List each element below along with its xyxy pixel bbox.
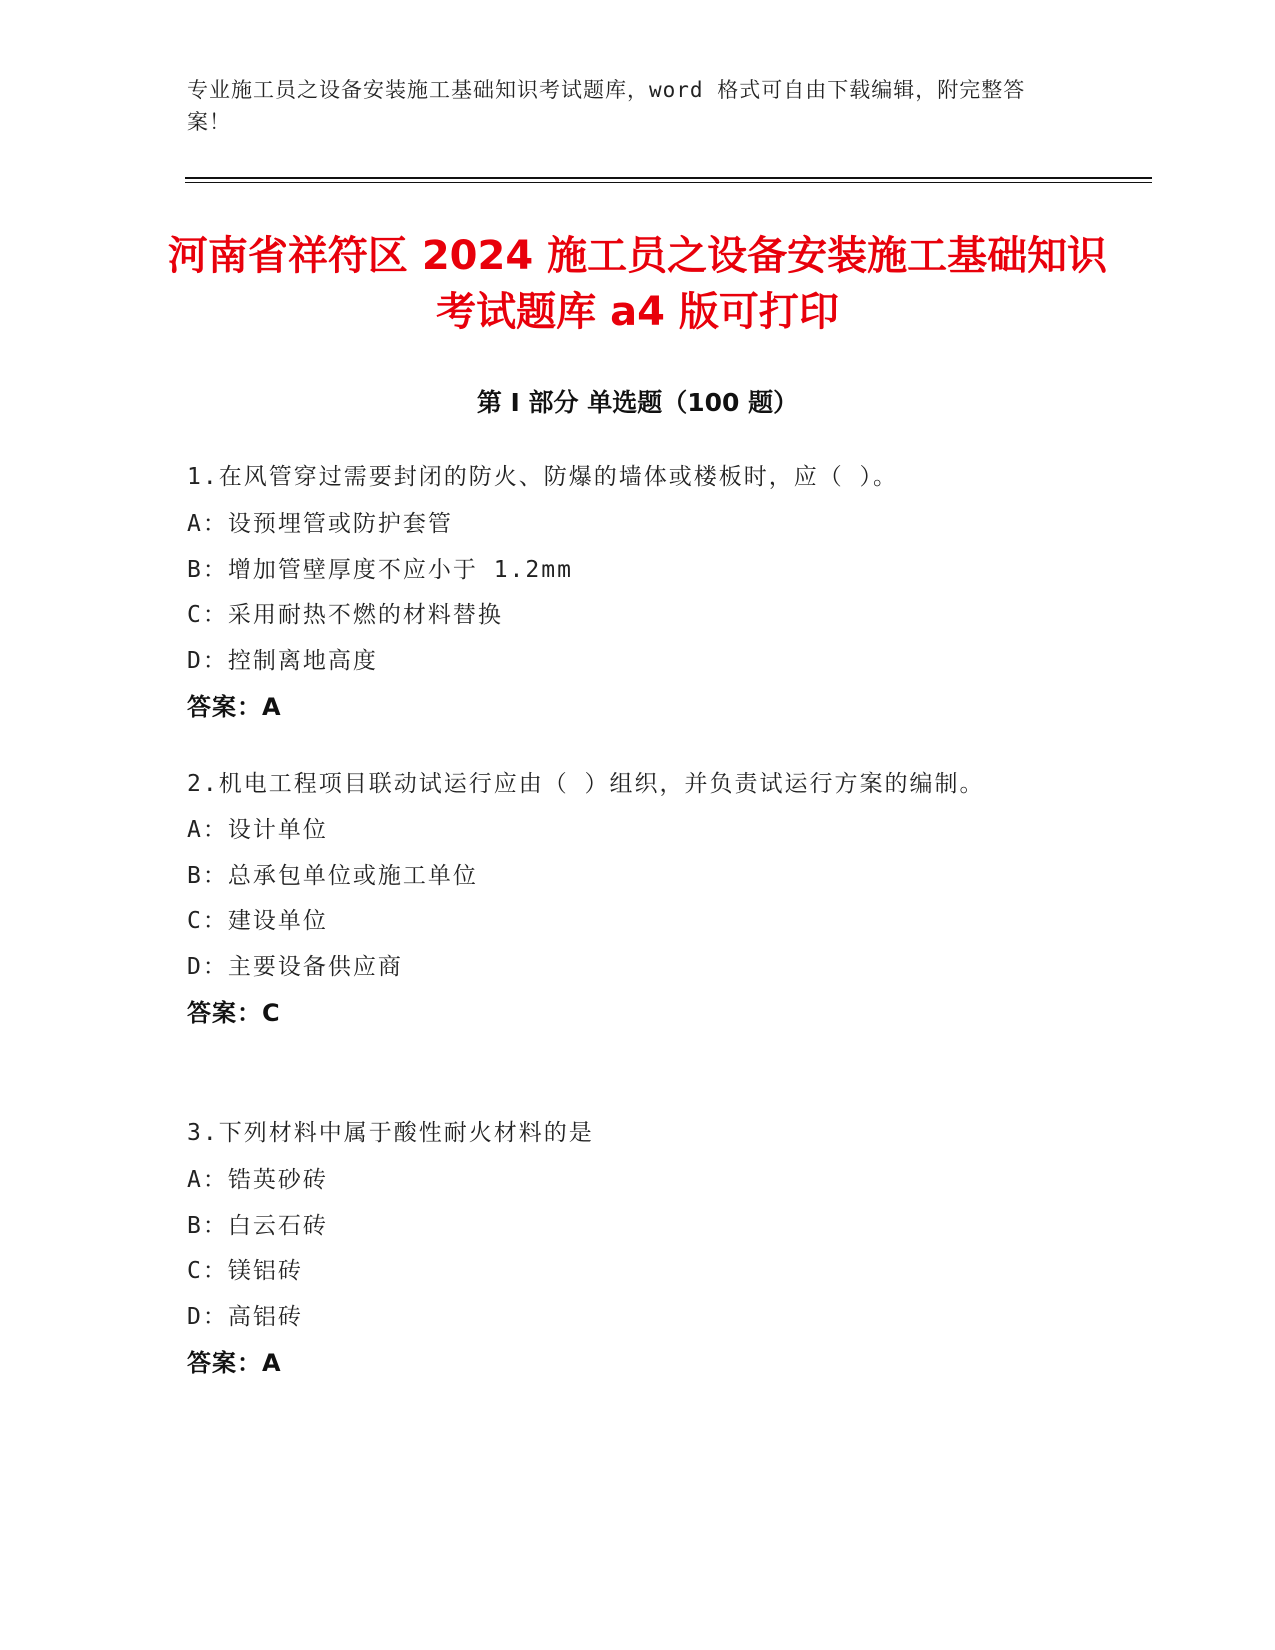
option-c: C：建设单位 bbox=[187, 908, 328, 934]
option-a: A：锆英砂砖 bbox=[187, 1167, 328, 1193]
answer-line bbox=[187, 990, 1087, 1036]
option-b: B：增加管壁厚度不应小于 1.2mm bbox=[187, 556, 573, 583]
answer-line bbox=[187, 1340, 1087, 1386]
header-divider-thick bbox=[185, 177, 1152, 179]
question-stem: 3.下列材料中属于酸性耐火材料的是 bbox=[187, 1120, 594, 1146]
question-2 bbox=[187, 760, 1087, 1036]
question-stem: 2.机电工程项目联动试运行应由（ ）组织，并负责试运行方案的编制。 bbox=[187, 771, 985, 797]
option-a: A：设计单位 bbox=[187, 817, 328, 843]
answer-label: 答案： bbox=[187, 999, 262, 1027]
option-b: B：白云石砖 bbox=[187, 1212, 328, 1239]
option-d: D：主要设备供应商 bbox=[187, 953, 403, 980]
option-d: D：控制离地高度 bbox=[187, 647, 378, 674]
option-b: B：总承包单位或施工单位 bbox=[187, 862, 478, 889]
answer-label: 答案： bbox=[187, 1349, 262, 1377]
question-stem: 1.在风管穿过需要封闭的防火、防爆的墙体或楼板时，应（ ）。 bbox=[187, 464, 899, 490]
option-a: A：设预埋管或防护套管 bbox=[187, 511, 453, 537]
header-divider-thin bbox=[185, 182, 1152, 183]
answer-value: A bbox=[262, 1349, 282, 1377]
section-title: 第 I 部分 单选题（100 题） bbox=[476, 388, 799, 417]
answer-line bbox=[187, 684, 1087, 730]
option-c: C：镁铝砖 bbox=[187, 1258, 303, 1284]
document-title: 河南省祥符区 2024 施工员之设备安装施工基础知识考试题库 a4 版可打印 bbox=[167, 233, 1108, 335]
header-note: 专业施工员之设备安装施工基础知识考试题库，word 格式可自由下载编辑，附完整答案！ bbox=[187, 78, 1026, 134]
question-3 bbox=[187, 1108, 1087, 1386]
option-d: D：高铝砖 bbox=[187, 1303, 303, 1330]
option-c: C：采用耐热不燃的材料替换 bbox=[187, 602, 503, 628]
answer-value: C bbox=[262, 999, 281, 1027]
answer-label: 答案： bbox=[187, 693, 262, 721]
question-1 bbox=[187, 452, 1087, 730]
answer-value: A bbox=[262, 693, 282, 721]
